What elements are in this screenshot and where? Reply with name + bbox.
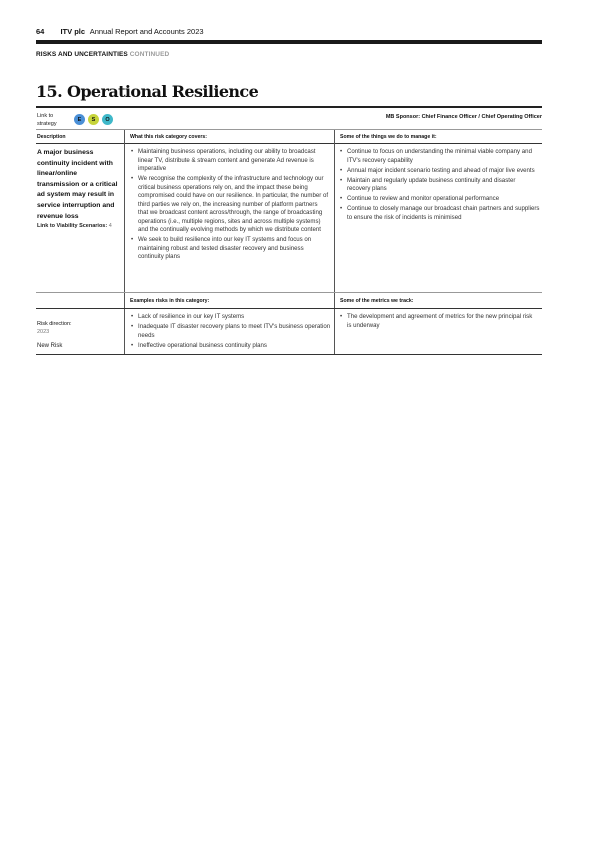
list-item: • Continue to focus on understanding the minimal viable company and ITV's recovery capability <box>340 148 540 165</box>
risk-title: 15. Operational Resilience <box>36 82 259 101</box>
list-item: • Ineffective operational business continuity plans <box>131 342 331 351</box>
mid-rule <box>36 292 542 293</box>
divider-left <box>124 130 125 354</box>
bottom-rule <box>36 354 542 355</box>
viability-link <box>37 222 117 230</box>
section-title: RISKS AND UNCERTAINTIES <box>36 51 128 58</box>
metrics-header: Some of the metrics we track: <box>340 298 414 304</box>
manage-list <box>340 148 540 224</box>
list-item: • Maintain and regularly update business continuity and disaster recovery plans <box>340 177 540 194</box>
list-item: • We recognise the complexity of the infrastructure and technology our critical business operations rely on, and the impact these being compromised could have on our resilience. In particular, the number of third parties we rely on, the increasing number of platform partners that we broadcast content across/through, the range of broadcasting operations (i.e., multiple regions, sites and across multiple systems) and the continually evolving methods by which we distribute content <box>131 175 329 235</box>
viability-value: 4 <box>108 223 112 229</box>
risk-direction-label: Risk direction: <box>37 321 72 327</box>
section-label <box>36 51 169 58</box>
risk-description: A major business continuity incident with linear/online transmission or a critical ad system may result in service interruption and revenue loss <box>37 149 118 220</box>
list-item: • Continue to review and monitor operational performance <box>340 195 540 204</box>
examples-header: Examples risks in this category: <box>130 298 210 304</box>
header-rule <box>36 143 542 144</box>
strategy-s-badge: S <box>88 114 99 125</box>
examples-list <box>131 313 331 352</box>
col-covers-header: What this risk category covers: <box>130 134 207 140</box>
strategy-e-badge: E <box>74 114 85 125</box>
strategy-rule <box>36 129 542 130</box>
link-to-strategy-label: Link to strategy <box>37 113 57 127</box>
strategy-links <box>74 114 113 125</box>
col-manage-header: Some of the things we do to manage it: <box>340 134 437 140</box>
section-continued: CONTINUED <box>129 51 170 58</box>
list-item: • We seek to build resilience into our key IT systems and focus on maintaining robust and tested disaster recovery and business continuity plans <box>131 236 329 262</box>
list-item: • Inadequate IT disaster recovery plans to meet ITV's business operation needs <box>131 323 331 340</box>
list-item: • Annual major incident scenario testing and ahead of major live events <box>340 167 540 176</box>
strategy-o-badge: O <box>102 114 113 125</box>
page-number: 64 <box>36 27 45 36</box>
brand-name: ITV plc <box>60 27 86 36</box>
mb-sponsor: MB Sponsor: Chief Finance Officer / Chief Operating Officer <box>385 114 542 120</box>
risk-direction-year: 2023 <box>37 329 50 335</box>
risk-direction-value: New Risk <box>37 343 63 349</box>
list-item: • Maintaining business operations, including our ability to broadcast linear TV, distribute & stream content and generate Ad revenue is imperative <box>131 148 329 174</box>
divider-right <box>334 130 335 354</box>
covers-list <box>131 148 329 263</box>
list-item: • Continue to closely manage our broadcast chain partners and suppliers to ensure the risk of incidents is minimised <box>340 205 540 222</box>
header-bar <box>36 40 542 44</box>
metrics-list <box>340 313 535 332</box>
list-item: • Lack of resilience in our key IT systems <box>131 313 331 322</box>
col-description-header: Description <box>37 134 66 140</box>
report-title: Annual Report and Accounts 2023 <box>89 27 204 36</box>
examples-rule <box>36 308 542 309</box>
title-rule <box>36 106 542 108</box>
page-header <box>36 27 204 36</box>
viability-label: Link to Viability Scenarios: <box>37 223 108 229</box>
list-item: • The development and agreement of metrics for the new principal risk is underway <box>340 313 535 330</box>
